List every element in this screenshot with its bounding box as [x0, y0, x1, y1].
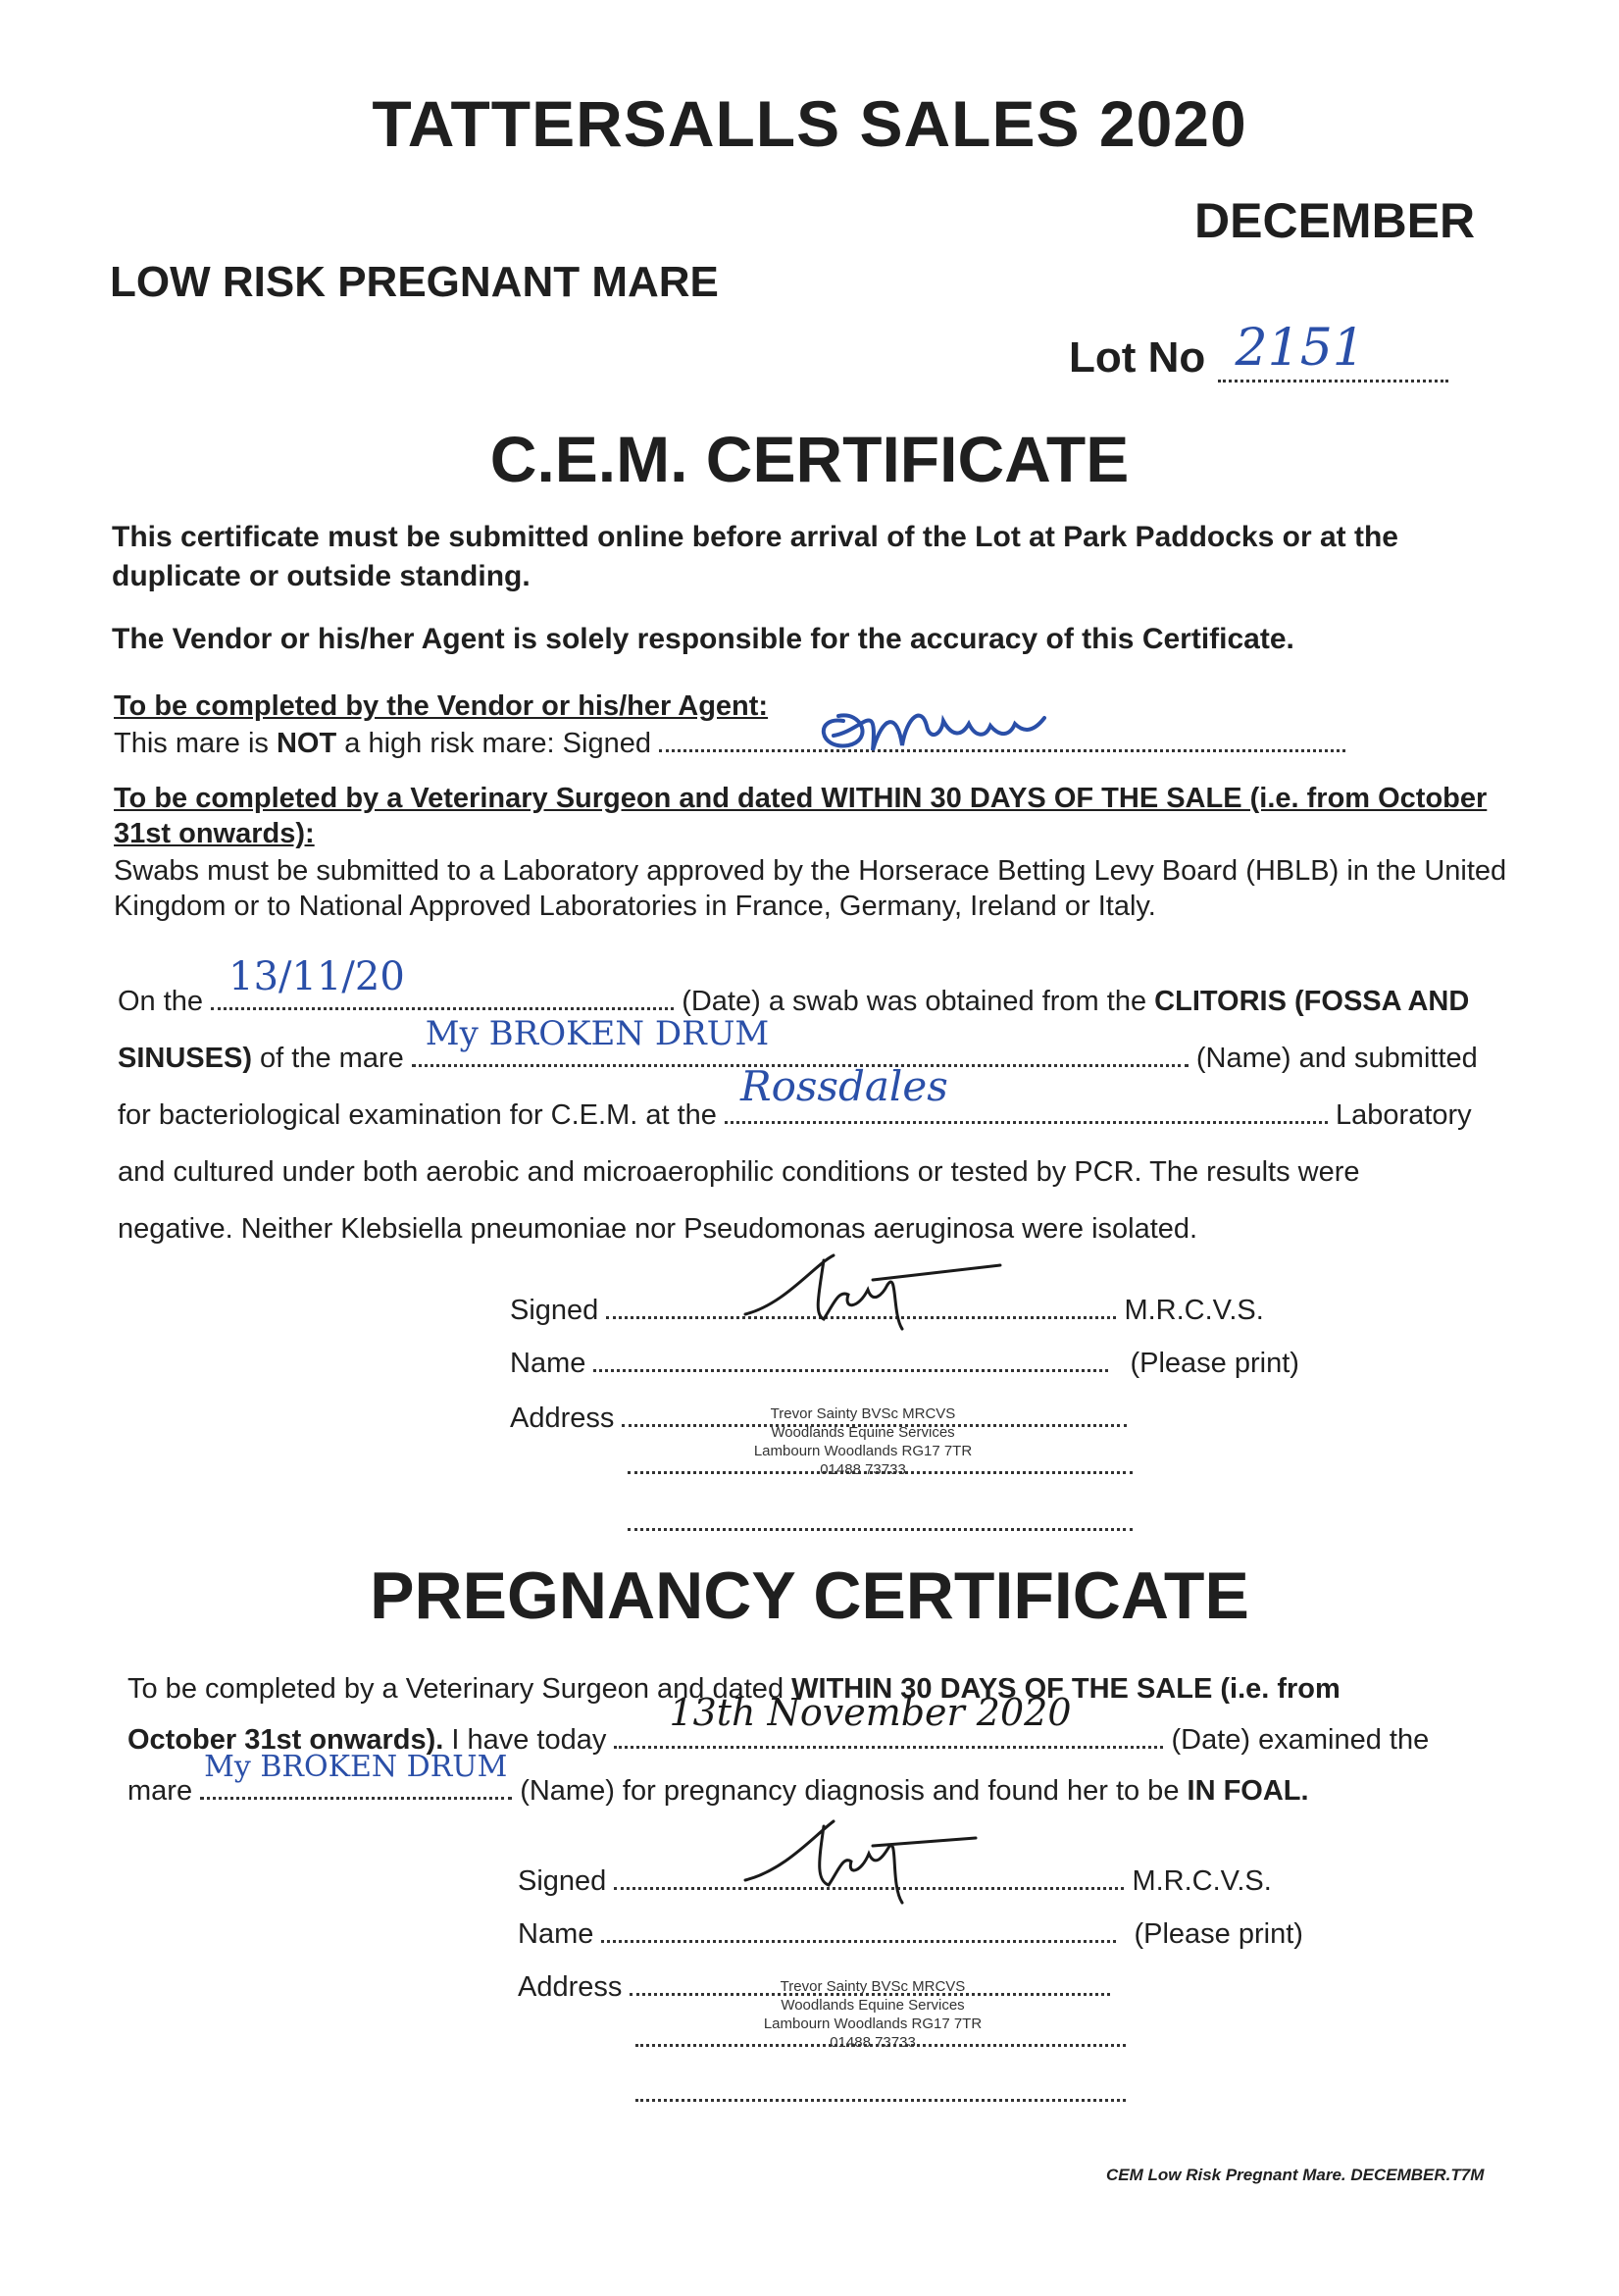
cem-mare-name-value: My BROKEN DRUM	[425, 1014, 770, 1053]
on-the-text: On the	[118, 986, 204, 1017]
sale-month: DECEMBER	[1194, 193, 1476, 248]
cem-signed-label: Signed	[510, 1295, 599, 1326]
clitoris-text: CLITORIS (FOSSA AND	[1154, 986, 1470, 1017]
cem-address-label: Address	[510, 1403, 615, 1434]
vendor-signature-image	[804, 677, 1147, 765]
cem-stamp-line-1: Trevor Sainty BVSc MRCVS	[770, 1405, 956, 1422]
cem-please-print: (Please print)	[1130, 1348, 1299, 1379]
pregnancy-certificate-title: PREGNANCY CERTIFICATE	[370, 1558, 1249, 1633]
pregnancy-stamp-line-1: Trevor Sainty BVSc MRCVS	[780, 1978, 966, 1995]
cem-name-label: Name	[510, 1348, 586, 1379]
laboratory-field[interactable]	[725, 1062, 1328, 1124]
pregnancy-stamp-line-3: Lambourn Woodlands RG17 7TR	[763, 2015, 983, 2032]
pregnancy-signed-label: Signed	[518, 1865, 607, 1897]
lot-number-field[interactable]	[1218, 319, 1448, 383]
pregnancy-paragraph	[127, 1663, 1530, 1816]
cem-line-cultured: and cultured under both aerobic and microaerophilic conditions or tested by PCR. The results were	[118, 1156, 1360, 1188]
pregnancy-in-foal: IN FOAL.	[1187, 1775, 1309, 1807]
cem-stamp-line-4: 01488 73733	[820, 1461, 906, 1478]
pregnancy-name-row	[518, 1916, 1303, 1951]
cem-name-field[interactable]	[593, 1346, 1108, 1372]
cem-stamp-line-3: Lambourn Woodlands RG17 7TR	[753, 1443, 973, 1459]
pregnancy-within-30-days: WITHIN 30 DAYS OF THE SALE (i.e. from	[791, 1673, 1341, 1705]
document-title: TATTERSALLS SALES 2020	[372, 87, 1247, 160]
pregnancy-date-field[interactable]	[614, 1691, 1163, 1749]
pregnancy-diagnosis-text: (Name) for pregnancy diagnosis and found her to be	[520, 1775, 1180, 1807]
cem-line-negative: negative. Neither Klebsiella pneumoniae nor Pseudomonas aeruginosa were isolated.	[118, 1213, 1198, 1245]
laboratory-value: Rossdales	[739, 1062, 948, 1110]
cem-vet-address-stamp	[667, 1404, 1059, 1479]
pregnancy-name-field[interactable]	[601, 1916, 1116, 1943]
pregnancy-vet-address-stamp	[686, 1977, 1059, 2052]
cem-intro-responsibility: The Vendor or his/her Agent is solely responsible for the accuracy of this Certificate.	[112, 623, 1294, 655]
lot-number-value: 2151	[1235, 319, 1365, 378]
laboratory-text: Laboratory	[1336, 1099, 1472, 1131]
pregnancy-vet-signature-image	[735, 1797, 990, 1914]
date-swab-text: (Date) a swab was obtained from the	[682, 986, 1147, 1017]
cem-name-row	[510, 1346, 1299, 1380]
vendor-declaration-signed-label: a high risk mare: Signed	[336, 728, 651, 759]
vendor-section-heading: To be completed by the Vendor or his/her Agent:	[114, 690, 769, 722]
name-submitted-text: (Name) and submitted	[1195, 1043, 1478, 1074]
vendor-declaration-not: NOT	[276, 728, 337, 759]
cem-mrcvs-label: M.R.C.V.S.	[1124, 1295, 1264, 1326]
of-the-mare-text: of the mare	[260, 1043, 404, 1074]
cem-line-date	[118, 954, 1520, 1030]
pregnancy-mrcvs-label: M.R.C.V.S.	[1132, 1865, 1272, 1897]
vet-laboratory-note: Swabs must be submitted to a Laboratory approved by the Horserace Betting Levy Board (HBLB) in the United Kingdom or to National Approved Laboratories in France, Germany, Ireland or Italy.	[114, 855, 1507, 922]
vendor-declaration-text: This mare is	[114, 728, 277, 759]
pregnancy-stamp-line-4: 01488 73733	[830, 2034, 916, 2051]
cem-stamp-line-2: Woodlands Equine Services	[771, 1424, 955, 1441]
lot-number-row	[1069, 319, 1448, 383]
cem-paragraph	[118, 954, 1520, 1257]
lot-number-label: Lot No	[1069, 333, 1206, 382]
pregnancy-address-label: Address	[518, 1971, 623, 2003]
pregnancy-mare-name-field[interactable]	[200, 1750, 512, 1800]
pregnancy-examined-text: (Date) examined the	[1171, 1724, 1430, 1756]
swab-date-value: 13/11/20	[228, 954, 405, 999]
pregnancy-mare-name-value: My BROKEN DRUM	[204, 1750, 508, 1784]
sinuses-text: SINUSES)	[118, 1043, 252, 1074]
pregnancy-name-label: Name	[518, 1918, 594, 1950]
pregnancy-intro-text: To be completed by a Veterinary Surgeon and dated	[127, 1673, 784, 1705]
pregnancy-october-text: October 31st onwards).	[127, 1724, 444, 1756]
cem-certificate-title: C.E.M. CERTIFICATE	[489, 423, 1130, 495]
pregnancy-please-print: (Please print)	[1134, 1918, 1303, 1950]
cem-line-lab	[118, 1062, 1520, 1144]
bacteriological-text: for bacteriological examination for C.E.M. at the	[118, 1099, 717, 1131]
pregnancy-stamp-line-2: Woodlands Equine Services	[781, 1997, 965, 2014]
vet-section-heading: To be completed by a Veterinary Surgeon and dated WITHIN 30 DAYS OF THE SALE (i.e. from October 31st onwards):	[114, 783, 1488, 849]
pregnancy-address-field-3[interactable]	[635, 2077, 1126, 2102]
vendor-declaration-row	[114, 724, 1345, 760]
pregnancy-mare-text: mare	[127, 1775, 193, 1807]
cem-vet-signature-image	[726, 1236, 1020, 1344]
document-subtitle: LOW RISK PREGNANT MARE	[110, 258, 719, 306]
form-code-footer: CEM Low Risk Pregnant Mare. DECEMBER.T7M	[1106, 2166, 1485, 2184]
pregnancy-date-value: 13th November 2020	[669, 1691, 1072, 1734]
cem-intro-submission: This certificate must be submitted online before arrival of the Lot at Park Paddocks or at the duplicate or outside standing.	[112, 521, 1398, 592]
pregnancy-today-text: I have today	[451, 1724, 607, 1756]
cem-address-field-3[interactable]	[628, 1506, 1133, 1531]
